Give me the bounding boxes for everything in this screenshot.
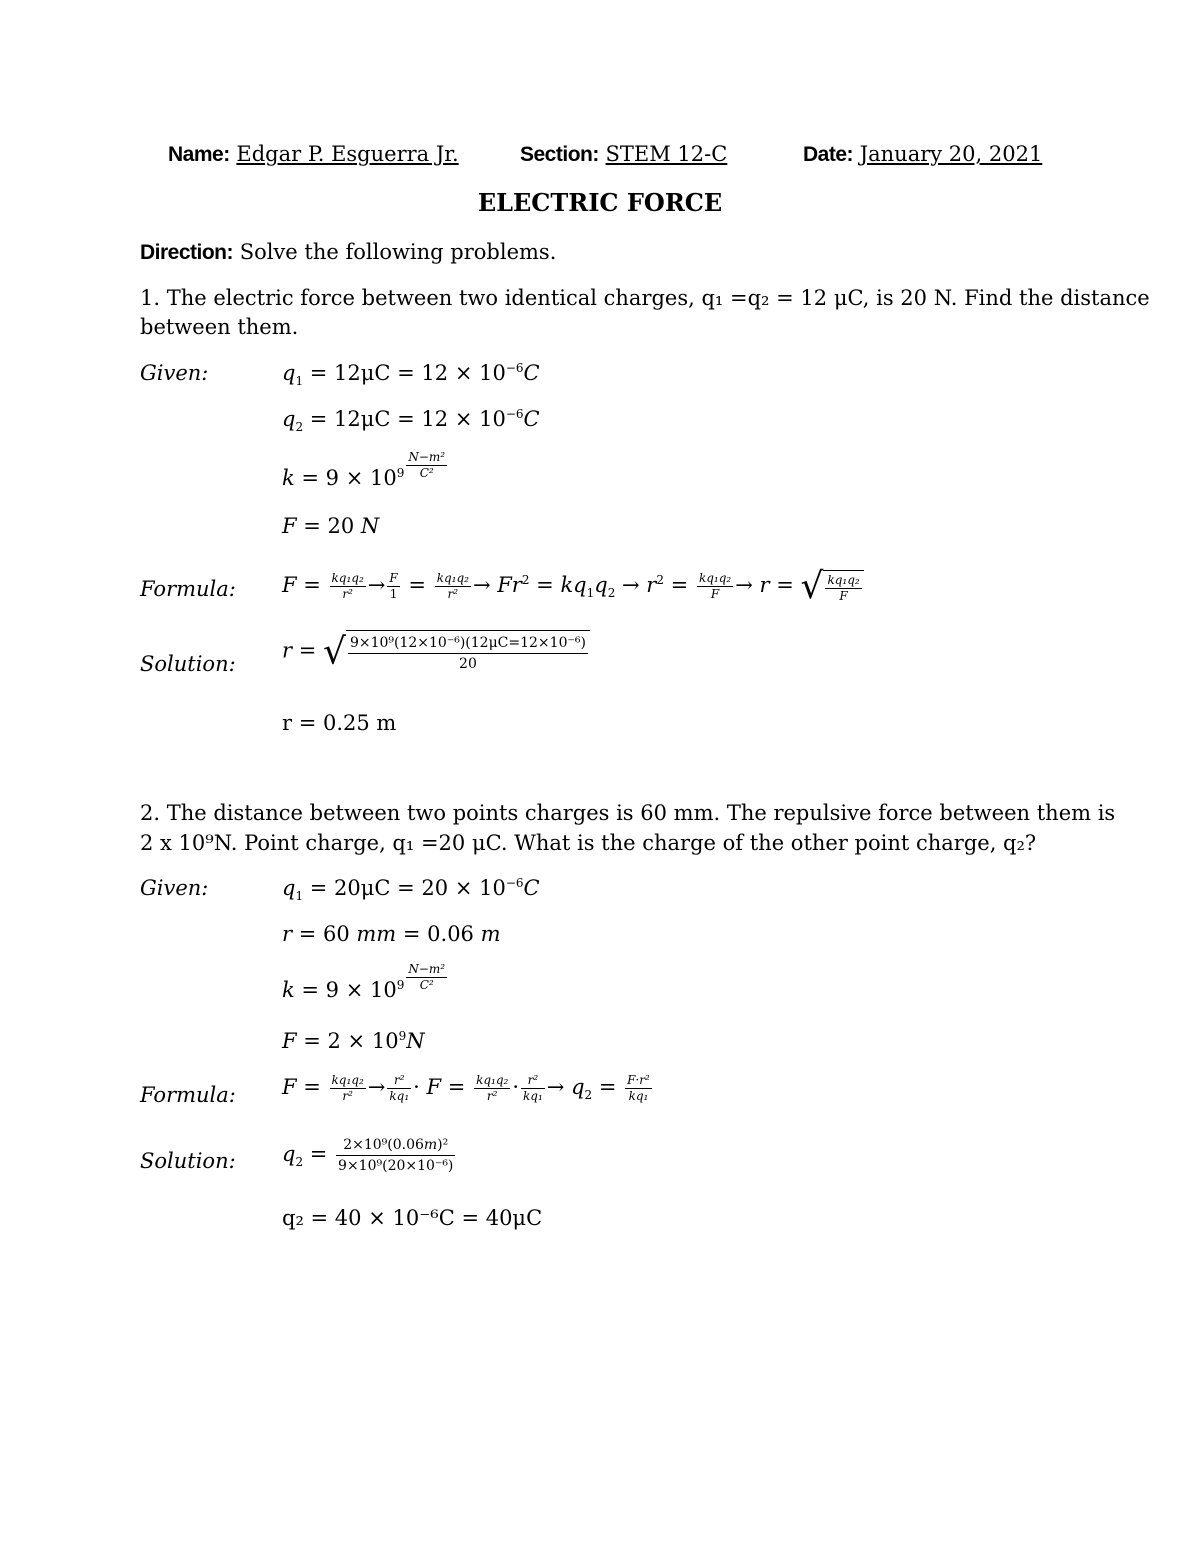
p2-solution: $q_2$ = $\frac{\text{2×10⁹(0.06m)²}}{\text{9×10⁹(20×10⁻⁶)}}$ [282,1137,454,1174]
p2-given-F: $F = 2 \times 10^9N$ [282,1029,425,1053]
p1-question-line2: between them. [140,315,299,339]
p1-given-F: F = 20 N [282,514,380,538]
name-label: Name: [168,143,230,166]
page-title: ELECTRIC FORCE [477,188,723,217]
p2-question-line1: 2. The distance between two points charges is 60 mm. The repulsive force between them is [140,801,1116,825]
name-field [168,142,459,167]
section-field [520,142,727,167]
p1-formula-label: Formula: [140,577,236,601]
date-field [803,142,1042,167]
p1-solution: r = √ $\frac{\text{9×10⁹(12×10⁻⁶)(12μC=12×10⁻⁶)}}{20}$ [282,630,590,674]
p2-formula: F = $\frac{\text{kq₁q₂}}{\text{r²}}$ → $\frac{\text{r²}}{\text{kq₁}}$ · F = $\frac{\text{kq₁q₂}}{\text{r²}}$ · $\frac{\text{r²}}{\text{kq₁}}$ → $q_2$ = $\frac{\text{F·r²}}{\text{kq₁}}$ [282,1073,650,1103]
p1-given-label: Given: [140,361,209,385]
direction-text: Solve the following problems. [233,240,557,264]
p1-given-k: $k = 9 \times 10^9$ $\frac{\text{N−m²}}{\text{C²}}$ [282,450,446,490]
p1-given-q1: $q_1 = 12\mu C = 12 \times 10^{-6}C$ [282,361,540,389]
p2-answer: q₂ = 40 × 10⁻⁶C = 40μC [282,1206,543,1230]
p2-given-label: Given: [140,876,209,900]
p2-solution-label: Solution: [140,1149,236,1173]
p2-question-line2: 2 x 10⁹N. Point charge, q₁ =20 μC. What is the charge of the other point charge, q₂? [140,831,1037,855]
section-label: Section: [520,143,599,166]
date-value: January 20, 2021 [859,142,1043,166]
p1-given-q2: $q_2 = 12\mu C = 12 \times 10^{-6}C$ [282,407,540,435]
name-value: Edgar P. Esguerra Jr. [236,142,459,166]
p2-given-r: r = 60 mm = 0.06 m [282,922,501,946]
p1-formula: F = $\frac{\text{kq₁q₂}}{\text{r²}}$ → $\frac{F}{1}$ = $\frac{\text{kq₁q₂}}{\text{r²}}$ → $Fr^2 = kq_1q_2 \to r^2$ = $\frac{\text{kq₁q₂}}{F}$ → r = √ $\frac{\text{kq₁q₂}}{F}$ [282,566,864,607]
p1-solution-label: Solution: [140,652,236,676]
p1-question-line1: 1. The electric force between two identical charges, q₁ =q₂ = 12 μC, is 20 N. Find the distance [140,286,1150,310]
direction-label: Direction: [140,241,234,264]
p2-given-q1: $q_1 = 20\mu C = 20 \times 10^{-6}C$ [282,876,540,904]
section-value: STEM 12-C [605,142,728,166]
p2-given-k: $k = 9 \times 10^9$ $\frac{\text{N−m²}}{\text{C²}}$ [282,962,446,1002]
date-label: Date: [803,143,854,166]
p2-formula-label: Formula: [140,1083,236,1107]
p1-answer: r = 0.25 m [282,711,397,735]
direction [140,240,556,265]
